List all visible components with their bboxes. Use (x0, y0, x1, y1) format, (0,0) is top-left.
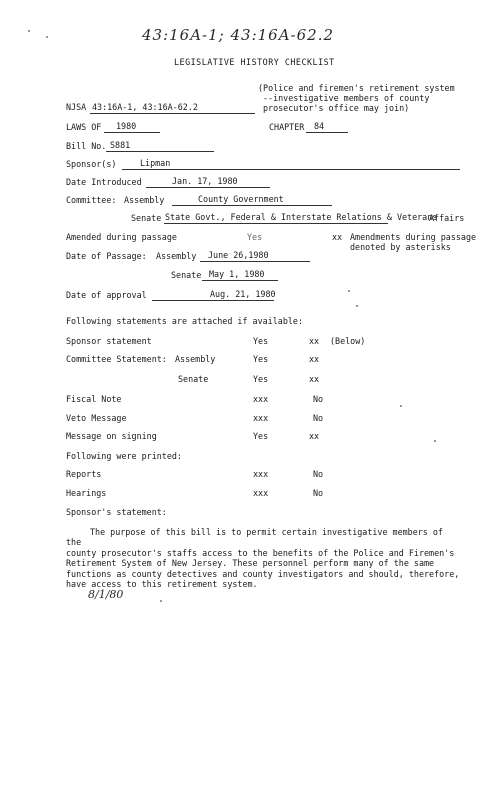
amend-note-line-2: denoted by asterisks (350, 242, 451, 252)
passage-assembly-value: June 26,1980 (208, 250, 269, 260)
date-introduced-underline (146, 187, 270, 188)
following-printed-heading: Following were printed: (66, 451, 182, 461)
statement-line-2: county prosecutor's staffs access to the benefits of the Police and Firemen's (66, 547, 455, 558)
bill-underline (106, 151, 214, 152)
row-committee-senate-a: Yes (253, 374, 269, 384)
committee-senate-value: State Govt., Federal & Interstate Relations & Veterans (165, 212, 438, 222)
passage-assembly-label: Assembly (156, 251, 197, 261)
amended-yes: Yes (247, 232, 263, 242)
njsa-label: NJSA (66, 102, 87, 112)
following-attached-heading: Following statements are attached if available: (66, 316, 303, 326)
date-introduced-label: Date Introduced (66, 177, 142, 187)
sponsor-label: Sponsor(s) (66, 159, 117, 169)
row-hearings-label: Hearings (66, 488, 107, 498)
row-message-label: Message on signing (66, 431, 157, 441)
row-committee-senate-b: xx (309, 374, 320, 384)
amend-note-line-1: Amendments during passage (350, 232, 477, 242)
sponsor-statement-text (66, 527, 461, 589)
scan-speck (356, 305, 358, 307)
handwritten-statute-header: 43:16A-1; 43:16A-62.2 (142, 26, 335, 44)
chapter-value: 84 (314, 121, 325, 131)
page-title: LEGISLATIVE HISTORY CHECKLIST (174, 57, 335, 67)
scan-speck (28, 30, 30, 32)
committee-assembly-value: County Government (198, 194, 284, 204)
row-hearings-b: No (313, 488, 324, 498)
committee-senate-label: Senate (131, 213, 162, 223)
row-fiscal-label: Fiscal Note (66, 394, 122, 404)
date-passage-label: Date of Passage: (66, 251, 147, 261)
row-committee-assembly-b: xx (309, 354, 320, 364)
sponsor-statement-heading: Sponsor's statement: (66, 507, 167, 517)
approval-underline (152, 300, 274, 301)
row-sponsor-extra: (Below) (330, 336, 366, 346)
committee-assembly-label: Assembly (124, 195, 165, 205)
amended-label: Amended during passage (66, 232, 177, 242)
njsa-value: 43:16A-1, 43:16A-62.2 (92, 102, 198, 112)
row-sponsor-b: xx (309, 336, 320, 346)
passage-senate-value: May 1, 1980 (209, 269, 265, 279)
row-reports-label: Reports (66, 469, 102, 479)
row-message-b: xx (309, 431, 320, 441)
row-veto-b: No (313, 413, 324, 423)
note-line-1: (Police and firemen's retirement system (258, 83, 455, 93)
bill-label: Bill No. (66, 141, 107, 151)
scan-speck (348, 290, 350, 292)
laws-of-value: 1980 (116, 121, 137, 131)
scan-speck (434, 440, 436, 442)
row-message-a: Yes (253, 431, 269, 441)
passage-senate-label: Senate (171, 270, 202, 280)
date-introduced-value: Jan. 17, 1980 (172, 176, 238, 186)
approval-label: Date of approval (66, 290, 147, 300)
scan-speck (160, 600, 162, 602)
row-committee-label: Committee Statement: (66, 354, 167, 364)
row-reports-b: No (313, 469, 324, 479)
committee-assembly-underline (172, 205, 332, 206)
statement-line-4: functions as county detectives and county investigators and should, therefore, (66, 568, 460, 579)
statement-line-1: The purpose of this bill is to permit certain investigative members of the (66, 527, 443, 548)
approval-value: Aug. 21, 1980 (210, 289, 276, 299)
handwritten-initials: 8/1/80 (88, 588, 124, 601)
passage-assembly-underline (200, 261, 310, 262)
committee-senate-suffix: Affairs (429, 213, 465, 223)
scan-speck (400, 405, 402, 407)
row-committee-assembly-sub: Assembly (175, 354, 216, 364)
row-fiscal-b: No (313, 394, 324, 404)
row-hearings-a: xxx (253, 488, 269, 498)
chapter-label: CHAPTER (269, 122, 305, 132)
chapter-underline (306, 132, 348, 133)
row-committee-senate-sub: Senate (178, 374, 209, 384)
note-line-3: prosecutor's office may join) (263, 103, 410, 113)
statement-line-3: Retirement System of New Jersey. These personnel perform many of the same (66, 558, 435, 569)
bill-value: S881 (110, 140, 131, 150)
amended-xx: xx (332, 232, 343, 242)
row-reports-a: xxx (253, 469, 269, 479)
laws-of-label: LAWS OF (66, 122, 102, 132)
note-line-2: --investigative members of county (263, 93, 430, 103)
scan-speck (46, 36, 48, 38)
passage-senate-underline (202, 280, 278, 281)
committee-label: Committee: (66, 195, 117, 205)
row-sponsor-label: Sponsor statement (66, 336, 152, 346)
laws-of-underline (104, 132, 160, 133)
row-veto-label: Veto Message (66, 413, 127, 423)
sponsor-underline (122, 169, 460, 170)
njsa-underline (90, 113, 255, 114)
sponsor-value: Lipman (140, 158, 171, 168)
statement-line-5: have access to this retirement system. (66, 579, 258, 590)
committee-senate-underline (164, 223, 388, 224)
row-veto-a: xxx (253, 413, 269, 423)
row-sponsor-a: Yes (253, 336, 269, 346)
row-fiscal-a: xxx (253, 394, 269, 404)
row-committee-assembly-a: Yes (253, 354, 269, 364)
